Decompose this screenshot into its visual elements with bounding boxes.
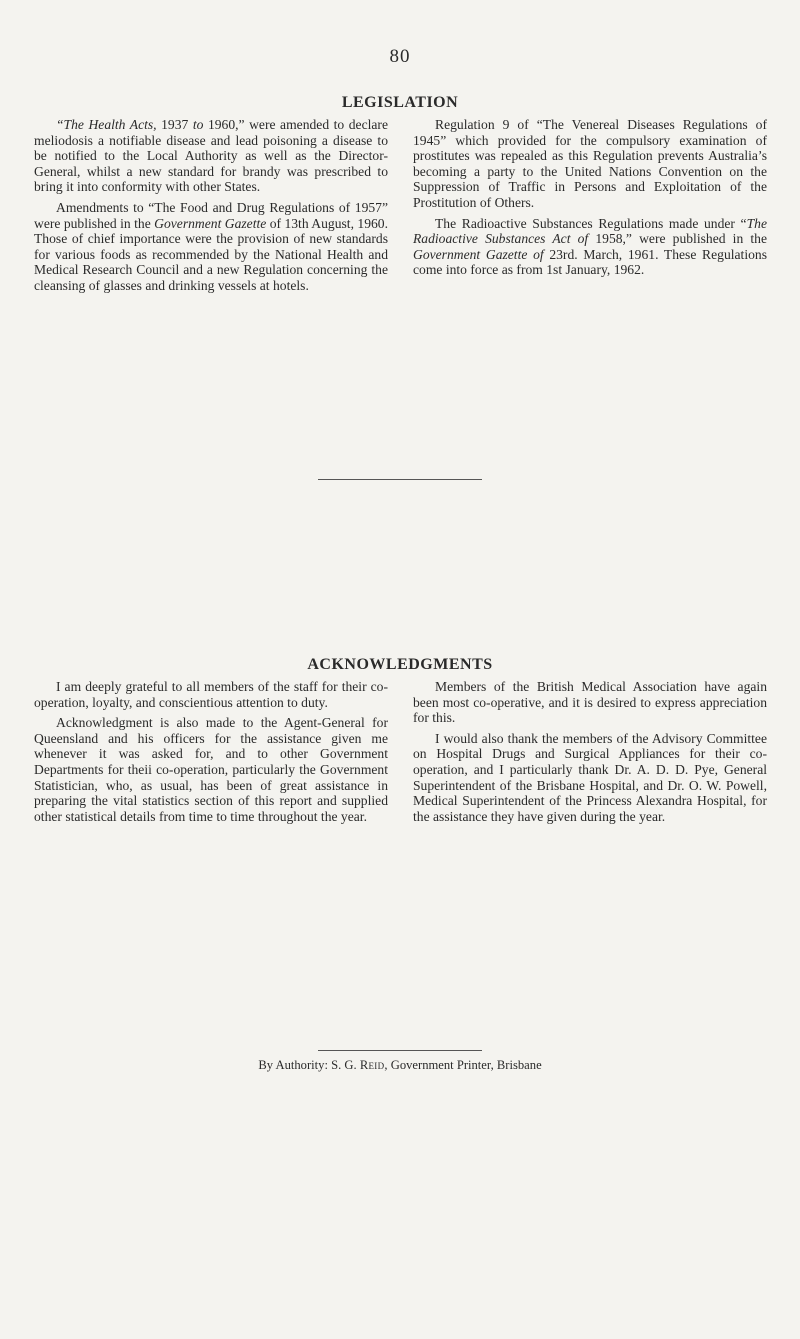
acknowledgments-right-column: [413, 679, 767, 829]
acknowledgments-paragraph-advisory-committee: I would also thank the members of the Advisory Committee on Hospital Drugs and Surgical Appliances for their co-operation, and I particularly thank Dr. A. D. D. Pye, General Superintendent of the Brisbane Hospital, and Dr. O. W. Powell, Medical Superintendent of the Princess Alexandra Hospital, for the assistance they have given during the year.: [413, 730, 767, 824]
page-number: 80: [389, 46, 411, 67]
text-run: The Radioactive Substances Regulations made under “: [435, 215, 747, 231]
text-run: 1937: [156, 117, 193, 132]
gazette-title: Government Gazette: [154, 215, 267, 231]
text-run: 1960,” were amended to declare meliodosis a notifiable disease and lead poisoning a disease to be notified to the Local Authority as well as the Director-General, whilst a new standard for brandy was prescribed to bring it into conformity with other States.: [34, 117, 388, 195]
act-title: The Radioactive Substances Act of: [413, 215, 767, 247]
legislation-right-column: [413, 117, 767, 283]
legislation-paragraph-food-drug: [34, 200, 388, 294]
acknowledgments-paragraph-bma: Members of the British Medical Association have again been most co-operative, and it is desired to express appreciation for this.: [413, 679, 767, 726]
acknowledgments-heading: ACKNOWLEDGMENTS: [307, 656, 493, 673]
imprint-prefix: By Authority: S. G.: [258, 1058, 360, 1072]
acknowledgments-left-column: [34, 679, 388, 829]
text-run: of 13th August, 1960. Those of chief importance were the provision of new standards for various foods as recommended by the National Health and Medical Research Council and a new Regulation concerning the cleansing of glasses and drinking vessels at hotels.: [34, 215, 388, 293]
legislation-paragraph-health-acts: [34, 117, 388, 195]
text-run: 23rd. March, 1961. These Regulations come into force as from 1st January, 1962.: [413, 246, 767, 278]
text-run-italic: to: [192, 117, 204, 132]
printer-name: Reid: [359, 1058, 385, 1072]
text-run: 1958,” were published in the: [588, 231, 767, 247]
acknowledgments-paragraph-staff: I am deeply grateful to all members of the staff for their co-operation, loyalty, and conscientious attention to duty.: [34, 679, 388, 710]
legislation-left-column: [34, 117, 388, 299]
section-divider: [318, 479, 482, 480]
text-run: Amendments to “The Food and Drug Regulations of 1957” were published in the: [34, 199, 388, 231]
gazette-title: Government Gazette of: [413, 246, 544, 262]
imprint-suffix: , Government Printer, Brisbane: [384, 1058, 542, 1072]
health-acts-title: “The Health Acts,: [56, 117, 157, 132]
acknowledgments-paragraph-agent-general: Acknowledgment is also made to the Agent-General for Queensland and his officers for the assistance given me whenever it was asked for, and to other Government Departments for theii co-operation, particularly the Government Statistician, who, as usual, has been of great assistance in preparing the vital statistics section of this report and supplied other statistical details from time to time throughout the year.: [34, 715, 388, 824]
legislation-paragraph-venereal: Regulation 9 of “The Venereal Diseases Regulations of 1945” which provided for the compulsory examination of prostitutes was repealed as this Regulation prevents Australia’s becoming a party to the United Nations Convention on the Suppression of Traffic in Persons and Exploitation of the Prostitution of Others.: [413, 117, 767, 210]
legislation-paragraph-radioactive: [413, 216, 767, 278]
printer-imprint: [0, 1058, 800, 1073]
legislation-heading: LEGISLATION: [341, 94, 459, 111]
footer-divider: [318, 1050, 482, 1051]
